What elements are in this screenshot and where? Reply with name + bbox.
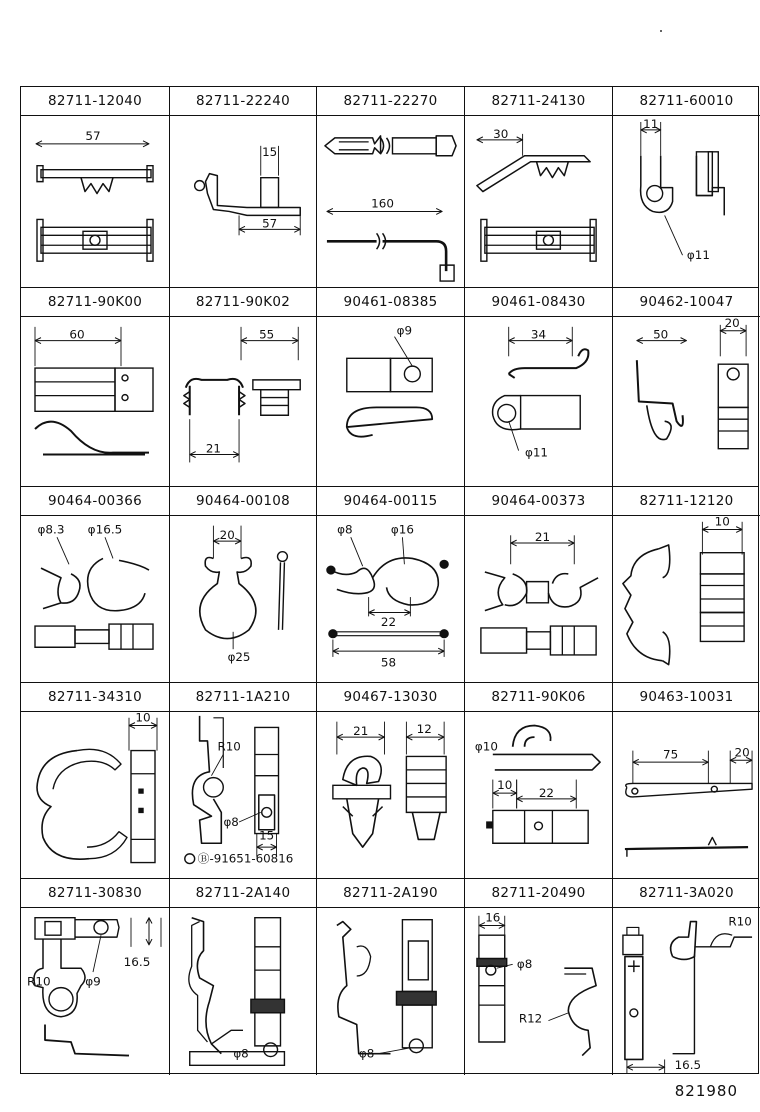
cross-mark xyxy=(628,960,640,972)
clip-body xyxy=(347,358,391,391)
grid-row xyxy=(21,683,758,879)
split-clamp xyxy=(623,549,663,661)
clip-hole xyxy=(49,988,73,1011)
pin-body xyxy=(392,138,436,154)
dimension-label: 15 xyxy=(259,828,275,843)
clamp-neck xyxy=(75,630,109,644)
clamp-teeth xyxy=(184,392,245,408)
dimension-label: 20 xyxy=(219,528,235,543)
dimension-label: R10 xyxy=(728,914,752,929)
grid-row xyxy=(21,879,758,1075)
mounting-hole xyxy=(498,404,516,422)
dimension-label: 21 xyxy=(205,441,221,456)
clip-r12 xyxy=(564,968,596,1055)
mark xyxy=(139,789,143,793)
dimension-label: 16.5 xyxy=(674,1058,702,1073)
part-drawing xyxy=(613,317,760,486)
side-pin xyxy=(412,812,440,839)
clip-fastener xyxy=(537,162,569,178)
wire-clip xyxy=(509,374,515,378)
part-cell xyxy=(465,879,613,1075)
rod xyxy=(333,632,444,636)
part-number: 82711-20490 xyxy=(465,879,612,908)
clamp-side-top xyxy=(700,553,744,574)
strap-lower xyxy=(402,1005,432,1048)
clip-plate xyxy=(479,935,505,1042)
bracket-hook xyxy=(673,955,695,1054)
part-drawing xyxy=(465,317,612,486)
leader-line xyxy=(93,935,101,972)
dual-clamp xyxy=(331,568,375,593)
part-cell xyxy=(613,87,760,287)
clip-arm xyxy=(477,156,590,192)
part-outline xyxy=(83,231,107,249)
dimension-label: 15 xyxy=(262,144,278,159)
part-drawing xyxy=(21,712,169,878)
part-outline xyxy=(708,152,718,192)
part-cell xyxy=(465,487,613,682)
part-number: 90461-08430 xyxy=(465,288,612,317)
hole xyxy=(122,395,128,401)
dimension-label: φ8 xyxy=(516,957,533,972)
dimension-label: 55 xyxy=(259,327,275,342)
dimension-label: 10 xyxy=(714,516,730,529)
part-drawing xyxy=(21,908,169,1075)
part-number: 82711-22270 xyxy=(317,87,464,116)
part-number: 90467-13030 xyxy=(317,683,464,712)
part-drawing xyxy=(21,116,169,287)
clamp-body-right xyxy=(550,626,596,655)
clamp-body-left xyxy=(35,626,75,647)
rod-end xyxy=(329,630,337,638)
part-outline xyxy=(537,231,561,249)
clip-hole xyxy=(262,808,272,818)
part-number: 82711-1A210 xyxy=(170,683,316,712)
clamp-side xyxy=(131,751,155,863)
part-cell xyxy=(465,87,613,287)
clip-slot xyxy=(45,922,61,936)
part-number: 82711-90K02 xyxy=(170,288,316,317)
dimension-label: R10 xyxy=(27,974,51,989)
part-drawing xyxy=(317,116,464,287)
dimension-label: φ25 xyxy=(227,649,251,664)
part-number: 82711-12120 xyxy=(613,487,760,516)
part-drawing xyxy=(465,712,612,878)
pin-head xyxy=(436,136,456,156)
wire-clip xyxy=(513,726,551,747)
grid-row xyxy=(21,487,758,683)
bracket-side xyxy=(625,847,748,849)
strap-clamp xyxy=(396,992,436,1006)
part-illustration xyxy=(170,317,316,486)
part-cell xyxy=(170,683,317,878)
clip-post xyxy=(261,178,279,208)
dimension-label: 11 xyxy=(643,116,659,131)
part-outline xyxy=(147,219,153,261)
clip-bracket xyxy=(206,174,301,216)
connector-head xyxy=(627,927,639,935)
part-drawing xyxy=(21,516,169,682)
clip-threads xyxy=(261,390,289,416)
strap-window xyxy=(408,941,428,980)
part-cell xyxy=(613,879,760,1075)
part-drawing xyxy=(613,116,760,287)
clamp-center xyxy=(527,582,549,603)
radius-arc xyxy=(710,934,732,947)
part-number: 82711-22240 xyxy=(170,87,316,116)
part-drawing xyxy=(317,712,464,878)
band-clamp xyxy=(200,558,256,639)
note-circle xyxy=(185,854,195,864)
speck xyxy=(660,30,662,32)
part-drawing xyxy=(465,908,612,1075)
dimension-label: φ16 xyxy=(390,522,414,537)
part-cell xyxy=(317,683,465,878)
part-illustration xyxy=(170,116,316,287)
grid-row xyxy=(21,87,758,288)
part-outline xyxy=(696,152,712,196)
split-clamp xyxy=(37,751,89,860)
clip-cap xyxy=(253,380,300,390)
clip-ring xyxy=(493,396,521,430)
leader-line xyxy=(239,812,261,822)
hole xyxy=(727,368,739,380)
clip-tab xyxy=(391,358,433,391)
clamp-small xyxy=(41,568,80,609)
part-illustration xyxy=(21,317,169,486)
bracket-clip xyxy=(211,1030,243,1044)
part-number: 82711-12040 xyxy=(21,87,169,116)
pin-head xyxy=(278,552,288,562)
strap-upper xyxy=(255,918,281,1000)
part-number: 82711-34310 xyxy=(21,683,169,712)
connector-head xyxy=(623,935,643,954)
bracket-base xyxy=(718,407,748,448)
bracket-side xyxy=(708,837,716,845)
clip-pin xyxy=(195,181,205,191)
clip-tail xyxy=(45,1025,129,1056)
part-number: 90461-08385 xyxy=(317,288,464,317)
hole xyxy=(630,1009,638,1017)
part-illustration xyxy=(21,116,169,287)
part-drawing xyxy=(317,908,464,1075)
mark xyxy=(487,822,493,828)
part-drawing xyxy=(21,317,169,486)
part-illustration xyxy=(465,516,612,682)
part-cell xyxy=(613,487,760,682)
clip-rail xyxy=(41,170,151,178)
hole xyxy=(122,375,128,381)
part-cell xyxy=(170,87,317,287)
dimension-label: 20 xyxy=(734,745,750,760)
leader-line xyxy=(57,537,69,564)
part-illustration xyxy=(21,712,169,878)
mounting-hole xyxy=(94,921,108,935)
dimension-label: 160 xyxy=(371,196,394,211)
part-cell xyxy=(465,683,613,878)
leader-line xyxy=(351,537,363,566)
part-number: 82711-2A190 xyxy=(317,879,464,908)
clip-fastener xyxy=(81,178,113,194)
dimension-label: φ8.3 xyxy=(37,522,65,537)
part-cell xyxy=(170,879,317,1075)
part-illustration xyxy=(317,908,464,1075)
part-outline xyxy=(147,166,153,182)
clamp-side-bottom xyxy=(700,613,744,642)
part-number: 90462-10047 xyxy=(613,288,760,317)
part-drawing xyxy=(465,116,612,287)
leader-line xyxy=(665,215,683,255)
clip-hole xyxy=(647,186,663,202)
part-illustration xyxy=(613,908,760,1075)
part-number: 82711-90K06 xyxy=(465,683,612,712)
part-cell xyxy=(21,879,170,1075)
part-cell xyxy=(170,288,317,486)
dimension-label: 75 xyxy=(663,747,679,762)
dimension-label: 16 xyxy=(485,910,501,925)
part-illustration xyxy=(21,516,169,682)
part-drawing xyxy=(170,516,316,682)
part-drawing xyxy=(613,516,760,682)
dimension-label: 21 xyxy=(353,724,369,739)
dimension-label: φ11 xyxy=(525,445,549,460)
part-cell xyxy=(465,288,613,486)
break-mark xyxy=(387,138,390,154)
part-cell xyxy=(21,87,170,287)
hole xyxy=(632,788,638,794)
part-drawing xyxy=(170,908,316,1075)
part-illustration xyxy=(465,317,612,486)
dimension-label: φ8 xyxy=(233,1046,249,1061)
wire-clip xyxy=(509,349,589,374)
push-clip-head xyxy=(343,756,381,785)
leader-line xyxy=(402,537,404,564)
dimension-label: 21 xyxy=(534,530,551,545)
part-illustration xyxy=(465,116,612,287)
pin-shaft xyxy=(325,136,381,154)
clip-hook xyxy=(641,156,673,213)
dimension-label: 34 xyxy=(530,327,547,342)
part-drawing xyxy=(317,516,464,682)
mark xyxy=(139,809,143,813)
part-drawing xyxy=(465,516,612,682)
part-outline xyxy=(481,219,487,261)
part-illustration xyxy=(170,908,316,1075)
side-body xyxy=(406,756,446,812)
part-cell xyxy=(21,683,170,878)
push-clip-pin xyxy=(347,799,379,847)
clip-end xyxy=(440,560,448,568)
clamp-right xyxy=(548,574,598,607)
dimension-label: 10 xyxy=(135,712,151,725)
part-number: 90464-00366 xyxy=(21,487,169,516)
dimension-label: φ11 xyxy=(686,248,710,263)
bracket-plate xyxy=(718,364,748,407)
bracket-hook xyxy=(637,360,683,426)
part-cell xyxy=(317,879,465,1075)
bracket-clip xyxy=(192,918,222,1054)
dimension-label: Ⓑ-91651-60816 xyxy=(197,851,294,866)
split-clamp xyxy=(659,545,670,665)
bracket-clip xyxy=(357,946,371,976)
part-drawing xyxy=(317,317,464,486)
wire-clip xyxy=(327,241,446,271)
part-illustration xyxy=(465,712,612,878)
part-illustration xyxy=(317,712,464,878)
break-mark xyxy=(377,233,380,249)
clamp-body-right xyxy=(109,624,153,649)
part-number: 82711-24130 xyxy=(465,87,612,116)
dimension-label: φ8 xyxy=(223,815,239,829)
rod-end xyxy=(440,630,448,638)
clamp-side-mid xyxy=(700,574,744,613)
part-outline xyxy=(37,219,43,261)
clip-side xyxy=(696,156,724,216)
hole xyxy=(535,822,543,830)
clamp-body xyxy=(35,368,115,411)
dimension-label: R12 xyxy=(518,1011,543,1026)
bracket-clip xyxy=(337,922,391,1054)
dual-clamp xyxy=(373,558,439,605)
part-drawing xyxy=(170,317,316,486)
clamp-large xyxy=(119,560,149,570)
part-drawing xyxy=(170,116,316,287)
dimension-label: φ8 xyxy=(337,522,353,537)
part-cell xyxy=(317,87,465,287)
clamp-leg xyxy=(190,386,239,415)
part-number: 82711-2A140 xyxy=(170,879,316,908)
grid-row xyxy=(21,288,758,487)
clamp-top xyxy=(186,379,243,388)
part-number: 82711-60010 xyxy=(613,87,760,116)
part-number: 90464-00108 xyxy=(170,487,316,516)
part-illustration xyxy=(317,317,464,486)
part-illustration xyxy=(21,908,169,1075)
clamp-left xyxy=(485,572,527,611)
part-illustration xyxy=(613,712,760,878)
part-illustration xyxy=(317,116,464,287)
part-outline xyxy=(590,219,596,261)
pin-shaft xyxy=(279,562,285,630)
dimension-label: φ16.5 xyxy=(87,522,123,537)
split-clamp xyxy=(53,749,127,858)
part-number: 90464-00373 xyxy=(465,487,612,516)
part-cell xyxy=(21,288,170,486)
part-number: 90463-10031 xyxy=(613,683,760,712)
part-cell xyxy=(613,683,760,878)
bracket-clip xyxy=(189,922,208,1042)
dimension-label: φ9 xyxy=(85,974,101,989)
dimension-label: 60 xyxy=(69,327,85,342)
bracket-hook xyxy=(671,922,697,960)
part-illustration xyxy=(465,908,612,1075)
strap-clamp xyxy=(251,999,285,1013)
clamp-side xyxy=(35,422,149,453)
part-illustration xyxy=(613,516,760,682)
parts-grid xyxy=(20,86,759,1074)
dimension-label: φ8 xyxy=(358,1046,375,1061)
cable-loop xyxy=(347,407,432,436)
part-outline xyxy=(37,166,43,182)
dimension-label: φ9 xyxy=(396,323,413,338)
part-number: 82711-30830 xyxy=(21,879,169,908)
clamp-large xyxy=(88,558,145,610)
dimension-label: 58 xyxy=(380,655,397,670)
dimension-label: φ10 xyxy=(474,739,498,754)
part-cell xyxy=(170,487,317,682)
part-cell xyxy=(317,487,465,682)
dimension-label: 50 xyxy=(653,327,669,342)
dimension-label: 30 xyxy=(493,126,509,141)
part-illustration xyxy=(613,317,760,486)
part-drawing xyxy=(613,908,760,1075)
part-illustration xyxy=(613,116,760,287)
mounting-hole xyxy=(264,1043,278,1057)
part-cell xyxy=(613,288,760,486)
part-illustration xyxy=(170,516,316,682)
dimension-label: 16.5 xyxy=(123,955,151,970)
clamp-tab xyxy=(115,368,153,411)
leader-line xyxy=(105,537,113,558)
leader-line xyxy=(509,421,519,450)
clip-end xyxy=(327,566,335,574)
part-number: 82711-3A020 xyxy=(613,879,760,908)
dimension-label: R10 xyxy=(217,739,241,754)
part-drawing xyxy=(170,712,316,878)
push-clip-base xyxy=(333,785,391,799)
part-number: 90464-00115 xyxy=(317,487,464,516)
clip-hole xyxy=(90,235,100,245)
dimension-label: 57 xyxy=(85,128,101,143)
part-illustration xyxy=(317,516,464,682)
part-drawing xyxy=(613,712,760,878)
dimension-label: 22 xyxy=(380,615,397,629)
mounting-hole xyxy=(409,1039,423,1053)
dimension-label: 10 xyxy=(497,778,513,793)
clip-tab xyxy=(521,396,581,429)
clip-hole xyxy=(543,235,553,245)
part-cell xyxy=(317,288,465,486)
leader-line xyxy=(394,337,412,366)
clamp-neck xyxy=(527,632,551,649)
strap-lower xyxy=(255,1013,281,1046)
dimension-label: 57 xyxy=(262,216,278,231)
leader-line xyxy=(211,754,223,775)
bracket-hook xyxy=(694,937,752,947)
mounting-hole xyxy=(404,366,420,382)
dimension-label: 12 xyxy=(416,722,432,737)
wire-clip xyxy=(493,754,600,769)
clamp-body-left xyxy=(481,628,527,653)
bracket-hook xyxy=(647,405,671,439)
dimension-label: 20 xyxy=(724,317,740,330)
part-number: 82711-90K00 xyxy=(21,288,169,317)
part-cell xyxy=(21,487,170,682)
dimension-label: 22 xyxy=(538,786,555,800)
diagram-code: 821980 xyxy=(674,1082,738,1100)
part-illustration xyxy=(170,712,316,878)
bracket-strip xyxy=(626,783,752,797)
bracket-hole xyxy=(204,778,224,797)
clip-body xyxy=(493,810,588,843)
leader-line xyxy=(548,1013,568,1021)
leader-line xyxy=(379,1048,411,1054)
